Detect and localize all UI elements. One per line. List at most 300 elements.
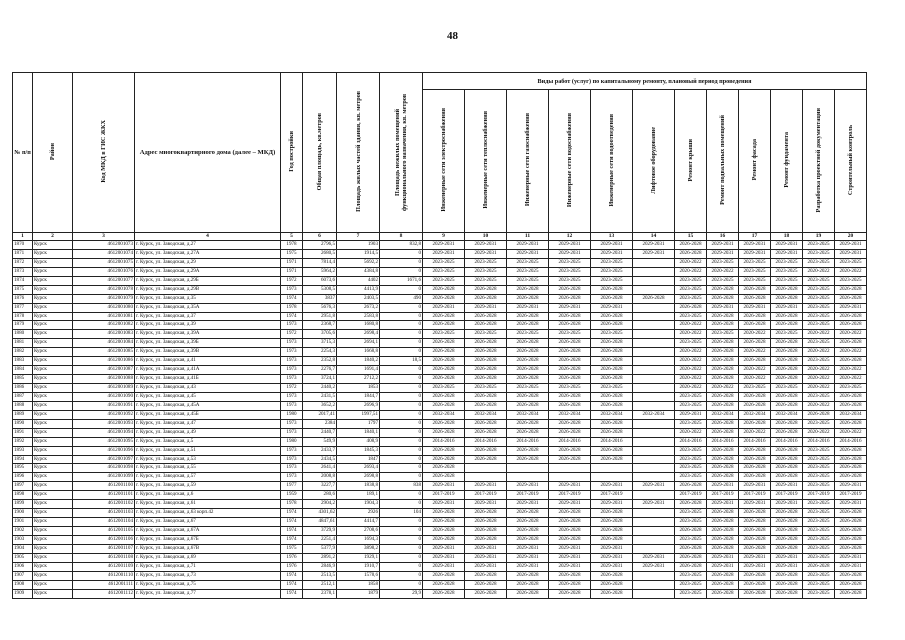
table-cell: 2023-2025 xyxy=(675,419,707,428)
table-cell: 1997,51 xyxy=(337,410,380,419)
table-cell: 2023-2025 xyxy=(675,571,707,580)
table-cell: 2026-2028 xyxy=(771,339,803,348)
table-cell: 5692,2 xyxy=(337,258,380,267)
table-cell: 2026-2028 xyxy=(549,509,591,518)
table-cell: 2026-2028 xyxy=(771,464,803,473)
table-cell: 2029-2031 xyxy=(771,249,803,258)
table-cell: 0 xyxy=(380,366,423,375)
table-cell: 3898,2 xyxy=(337,544,380,553)
table-cell: 1907 xyxy=(13,571,33,580)
table-cell: 2029-2031 xyxy=(423,500,465,509)
table-row xyxy=(13,285,867,294)
table-cell: 2023-2025 xyxy=(549,330,591,339)
table-cell: 2032-2034 xyxy=(423,410,465,419)
table-cell: Курск xyxy=(33,544,73,553)
table-cell: 2026-2028 xyxy=(675,562,707,571)
table-row xyxy=(13,401,867,410)
table-cell: 3705,6 xyxy=(303,330,337,339)
table-cell xyxy=(633,285,675,294)
table-cell: 2023-2025 xyxy=(591,258,633,267)
table-cell: 2026-2028 xyxy=(465,375,507,384)
table-cell: 2026-2028 xyxy=(739,419,771,428)
table-cell: 2023-2025 xyxy=(771,330,803,339)
table-cell xyxy=(633,428,675,437)
table-cell: 4612001111 xyxy=(73,580,135,589)
table-cell: 2023-2025 xyxy=(803,571,835,580)
table-cell: 2026-2028 xyxy=(507,348,549,357)
table-cell: 2029-2031 xyxy=(507,500,549,509)
table-cell: 2026-2028 xyxy=(771,312,803,321)
table-cell: 2026-2028 xyxy=(835,419,867,428)
table-cell: 2023-2025 xyxy=(507,330,549,339)
table-cell: 2026-2028 xyxy=(707,455,739,464)
table-cell: 2029-2031 xyxy=(633,553,675,562)
header-works-group: Виды работ (услуг) по капитальному ремонту, плановый период проведения xyxy=(423,73,867,90)
table-cell: 0 xyxy=(380,491,423,500)
table-cell: 1978 xyxy=(281,241,303,250)
table-cell: 2023-2025 xyxy=(803,419,835,428)
table-cell: 2026-2028 xyxy=(507,446,549,455)
table-cell: 2026-2028 xyxy=(591,348,633,357)
table-cell: 2026-2028 xyxy=(707,571,739,580)
table-cell: 2026-2028 xyxy=(507,580,549,589)
table-cell: 1929,1 xyxy=(337,553,380,562)
table-cell: 2026-2028 xyxy=(423,455,465,464)
table-cell: 2017-2019 xyxy=(771,491,803,500)
table-cell: 2029-2031 xyxy=(591,544,633,553)
table-cell: 2026-2028 xyxy=(707,580,739,589)
table-cell: 1853 xyxy=(337,384,380,393)
column-number: 6 xyxy=(303,233,337,241)
table-cell: 2026-2028 xyxy=(465,571,507,580)
table-cell: 2020-2022 xyxy=(835,375,867,384)
table-cell: 4612001105 xyxy=(73,527,135,536)
table-cell: 2698,4 xyxy=(337,330,380,339)
table-cell: 2029-2031 xyxy=(465,482,507,491)
table-cell: 2026-2028 xyxy=(423,473,465,482)
table-row xyxy=(13,446,867,455)
table-cell: 2026-2028 xyxy=(771,375,803,384)
table-cell: Курск xyxy=(33,571,73,580)
table-cell: 2026-2028 xyxy=(465,446,507,455)
table-cell: 1972 xyxy=(281,330,303,339)
table-cell: 1973 xyxy=(281,348,303,357)
table-cell: 2017-2019 xyxy=(423,491,465,500)
table-cell: 2026-2028 xyxy=(591,571,633,580)
table-cell: 4612001110 xyxy=(73,571,135,580)
table-cell: 2014-2016 xyxy=(707,437,739,446)
table-cell: 2796,5 xyxy=(303,241,337,250)
table-cell: 2026-2028 xyxy=(465,509,507,518)
table-cell: 0 xyxy=(380,419,423,428)
table-cell: 2014-2016 xyxy=(771,437,803,446)
table-cell: 4612001104 xyxy=(73,518,135,527)
table-cell: 3227,7 xyxy=(303,482,337,491)
table-cell: 1889 xyxy=(13,410,33,419)
header-work-10: Ремонт фундамента xyxy=(771,90,803,233)
table-cell: 2029-2031 xyxy=(423,482,465,491)
table-cell: 2026-2028 xyxy=(465,535,507,544)
table-cell: 1896 xyxy=(13,473,33,482)
table-cell: 1797 xyxy=(337,419,380,428)
table-cell: Курск xyxy=(33,527,73,536)
table-cell: 2023-2025 xyxy=(707,276,739,285)
table-cell: Курск xyxy=(33,330,73,339)
table-cell: 1959 xyxy=(281,491,303,500)
table-cell: 2384 xyxy=(303,419,337,428)
table-cell: 2026-2028 xyxy=(675,544,707,553)
table-cell: 2026-2028 xyxy=(707,339,739,348)
table-cell: 2023-2025 xyxy=(675,312,707,321)
table-cell: 2023-2025 xyxy=(507,384,549,393)
table-cell: 2020-2022 xyxy=(835,267,867,276)
table-cell: 2029-2031 xyxy=(835,249,867,258)
table-cell xyxy=(465,464,507,473)
table-cell: 1974 xyxy=(281,535,303,544)
table-cell: 4612001083 xyxy=(73,330,135,339)
table-cell: 1973 xyxy=(281,357,303,366)
table-cell: 1973 xyxy=(281,339,303,348)
column-number: 20 xyxy=(835,233,867,241)
table-cell: 2029-2031 xyxy=(507,544,549,553)
table-cell: 2026-2028 xyxy=(739,312,771,321)
table-cell: 3724,1 xyxy=(303,375,337,384)
table-row xyxy=(13,455,867,464)
table-cell: 2029-2031 xyxy=(591,241,633,250)
table-cell: 2029-2031 xyxy=(549,553,591,562)
table-cell: 2026-2028 xyxy=(739,294,771,303)
table-cell: 2904,2 xyxy=(303,500,337,509)
header-year: Год постройки xyxy=(281,73,303,233)
table-cell: 4612001091 xyxy=(73,401,135,410)
table-row xyxy=(13,258,867,267)
table-cell: 2026-2028 xyxy=(507,312,549,321)
table-cell: г. Курск, ул. Заводская, д.67Б xyxy=(135,535,281,544)
table-cell: 2431,5 xyxy=(303,392,337,401)
table-cell: 2026-2028 xyxy=(739,580,771,589)
table-cell: Курск xyxy=(33,241,73,250)
table-cell: 2026-2028 xyxy=(507,375,549,384)
table-cell: 2513,5 xyxy=(303,571,337,580)
table-cell: 1871 xyxy=(13,249,33,258)
table-cell: 2032-2034 xyxy=(707,410,739,419)
table-cell: 2026-2028 xyxy=(465,285,507,294)
table-cell: 1910,7 xyxy=(337,562,380,571)
header-work-6: Лифтовое оборудование xyxy=(633,90,675,233)
table-cell: 2026-2028 xyxy=(707,544,739,553)
table-cell: 2023-2025 xyxy=(803,544,835,553)
table-cell: 4612001102 xyxy=(73,500,135,509)
table-cell: 2029-2031 xyxy=(507,303,549,312)
table-cell: Курск xyxy=(33,562,73,571)
table-cell: 2026-2028 xyxy=(835,544,867,553)
table-row xyxy=(13,580,867,589)
table-cell: 1971 xyxy=(281,267,303,276)
table-cell: 2020-2022 xyxy=(803,375,835,384)
table-cell: 4612001094 xyxy=(73,428,135,437)
table-cell: 2014-2016 xyxy=(507,437,549,446)
table-cell: г. Курск, ул. Заводская, д.45А xyxy=(135,401,281,410)
table-row xyxy=(13,321,867,330)
table-cell: 2023-2025 xyxy=(803,276,835,285)
table-cell: г. Курск, ул. Заводская, д.69 xyxy=(135,553,281,562)
table-cell: 2023-2025 xyxy=(803,321,835,330)
table-cell: 1980 xyxy=(281,410,303,419)
header-work-7: Ремонт крыши xyxy=(675,90,707,233)
table-cell: 2026-2028 xyxy=(675,249,707,258)
table-cell: 2026-2028 xyxy=(707,375,739,384)
table-cell: 1879 xyxy=(337,589,380,598)
table-cell: г. Курск, ул. Заводская, д.29Б xyxy=(135,276,281,285)
table-cell: 2026-2028 xyxy=(507,518,549,527)
table-cell: 2029-2031 xyxy=(549,482,591,491)
table-cell: 2026-2028 xyxy=(771,589,803,598)
table-cell: 1973 xyxy=(281,428,303,437)
table-cell: 2023-2025 xyxy=(803,258,835,267)
table-cell: 2014-2016 xyxy=(835,437,867,446)
table-cell: 1974 xyxy=(281,312,303,321)
table-cell: 0 xyxy=(380,384,423,393)
table-cell: 2023-2025 xyxy=(675,285,707,294)
table-cell: 2020-2022 xyxy=(835,428,867,437)
table-cell: 2023-2025 xyxy=(835,258,867,267)
table-cell: 2026-2028 xyxy=(423,509,465,518)
table-cell: Курск xyxy=(33,455,73,464)
header-work-8: Ремонт подвальных помещений xyxy=(707,90,739,233)
table-cell: 1878 xyxy=(13,312,33,321)
table-cell: 2026-2028 xyxy=(707,446,739,455)
table-cell: 2029-2031 xyxy=(549,544,591,553)
table-cell: 2023-2025 xyxy=(675,464,707,473)
table-cell: 2014-2016 xyxy=(675,437,707,446)
table-cell: 4612001088 xyxy=(73,375,135,384)
table-row xyxy=(13,357,867,366)
table-cell: 2029-2031 xyxy=(633,241,675,250)
table-cell: 1976 xyxy=(281,553,303,562)
table-cell: г. Курск, ул. Заводская, д.35А xyxy=(135,303,281,312)
table-row xyxy=(13,589,867,598)
table-cell: Курск xyxy=(33,312,73,321)
column-number: 1 xyxy=(13,233,33,241)
table-cell: 2352,8 xyxy=(303,357,337,366)
table-cell: 4612001074 xyxy=(73,249,135,258)
header-work-4: Инженерные сети водоснабжения xyxy=(549,90,591,233)
table-cell: 1974 xyxy=(281,580,303,589)
table-cell: 2023-2025 xyxy=(591,276,633,285)
table-cell: 490 xyxy=(380,294,423,303)
table-cell: 2026-2028 xyxy=(835,580,867,589)
table-cell: 1973 xyxy=(281,285,303,294)
table-cell: 2023-2025 xyxy=(803,455,835,464)
table-cell xyxy=(633,446,675,455)
table-cell: 2026-2028 xyxy=(423,375,465,384)
table-cell: 2023-2025 xyxy=(675,580,707,589)
table-cell: 1897 xyxy=(13,482,33,491)
table-cell: 2026-2028 xyxy=(707,357,739,366)
table-row xyxy=(13,249,867,258)
table-cell: 2026-2028 xyxy=(771,527,803,536)
table-cell: 2014-2016 xyxy=(549,437,591,446)
table-cell: 1847 xyxy=(337,455,380,464)
table-cell: 2029-2031 xyxy=(739,249,771,258)
table-cell: 1891 xyxy=(13,428,33,437)
table-cell: Курск xyxy=(33,482,73,491)
table-cell: 2026-2028 xyxy=(835,464,867,473)
table-cell: 2023-2025 xyxy=(465,384,507,393)
table-cell: 1974 xyxy=(281,509,303,518)
table-cell: 1914,5 xyxy=(337,249,380,258)
table-cell: 0 xyxy=(380,348,423,357)
table-cell: 2026-2028 xyxy=(423,339,465,348)
table-cell: 0 xyxy=(380,455,423,464)
table-cell: 0 xyxy=(380,544,423,553)
table-cell: 2026-2028 xyxy=(507,339,549,348)
table-cell xyxy=(633,518,675,527)
table-cell: 2020-2022 xyxy=(835,366,867,375)
table-cell: 1905 xyxy=(13,553,33,562)
table-cell: 0 xyxy=(380,401,423,410)
table-cell: 2026-2028 xyxy=(423,312,465,321)
table-cell: 2026-2028 xyxy=(465,321,507,330)
table-cell: 2641,4 xyxy=(303,464,337,473)
table-cell: 2026-2028 xyxy=(591,401,633,410)
table-cell: 2029-2031 xyxy=(507,482,549,491)
table-row xyxy=(13,312,867,321)
table-cell: 1973 xyxy=(281,473,303,482)
table-cell: 280,6 xyxy=(303,491,337,500)
table-cell: 2020-2022 xyxy=(675,366,707,375)
table-cell: г. Курск, ул. Заводская, д.75 xyxy=(135,580,281,589)
table-cell: Курск xyxy=(33,401,73,410)
table-cell: Курск xyxy=(33,491,73,500)
table-cell: 2026-2028 xyxy=(465,392,507,401)
table-cell: 2029-2031 xyxy=(423,241,465,250)
table-cell: 1668,8 xyxy=(337,348,380,357)
table-cell: 2020-2022 xyxy=(675,357,707,366)
table-cell: 2026-2028 xyxy=(835,446,867,455)
table-cell xyxy=(633,392,675,401)
table-cell: 2026-2028 xyxy=(465,357,507,366)
table-cell: 2680,5 xyxy=(303,249,337,258)
table-cell: Курск xyxy=(33,589,73,598)
table-row xyxy=(13,518,867,527)
table-cell: 2026-2028 xyxy=(771,366,803,375)
table-row xyxy=(13,419,867,428)
table-cell: 2026-2028 xyxy=(507,509,549,518)
table-cell: 2014-2016 xyxy=(423,437,465,446)
table-cell: 1884 xyxy=(13,366,33,375)
table-cell: 2026-2028 xyxy=(423,580,465,589)
table-cell: 1858 xyxy=(337,580,380,589)
table-cell: 2026-2028 xyxy=(507,428,549,437)
table-row xyxy=(13,303,867,312)
table-cell: 2023-2025 xyxy=(423,384,465,393)
table-cell: 1909 xyxy=(13,589,33,598)
table-cell: 0 xyxy=(380,437,423,446)
table-cell: 29,9 xyxy=(380,589,423,598)
table-cell: 4612001101 xyxy=(73,491,135,500)
table-cell: 2026-2028 xyxy=(675,241,707,250)
table-cell: 2026-2028 xyxy=(465,580,507,589)
table-cell: 2029-2031 xyxy=(423,553,465,562)
table-cell xyxy=(507,464,549,473)
table-cell: 2023-2025 xyxy=(675,455,707,464)
table-cell: 2026-2028 xyxy=(549,294,591,303)
table-cell: 2023-2025 xyxy=(739,276,771,285)
table-cell: 2029-2031 xyxy=(739,303,771,312)
table-cell: 3652,2 xyxy=(303,401,337,410)
table-cell: 2026-2028 xyxy=(549,357,591,366)
table-cell: 2029-2031 xyxy=(423,544,465,553)
table-cell: 2017-2019 xyxy=(707,491,739,500)
table-cell: 2023-2025 xyxy=(803,446,835,455)
table-cell: 2020-2022 xyxy=(803,384,835,393)
table-cell: 2020-2022 xyxy=(707,384,739,393)
table-cell: 0 xyxy=(380,339,423,348)
table-cell: 5377,9 xyxy=(303,544,337,553)
table-cell: 2026-2028 xyxy=(507,455,549,464)
table-cell: 2020-2022 xyxy=(739,375,771,384)
table-cell: 2026-2028 xyxy=(423,589,465,598)
table-cell: 549,9 xyxy=(303,437,337,446)
column-number: 14 xyxy=(633,233,675,241)
table-cell: 2026-2028 xyxy=(591,518,633,527)
table-cell: 2020-2022 xyxy=(803,401,835,410)
table-cell: г. Курск, ул. Заводская, д.27А xyxy=(135,249,281,258)
table-cell: 2029-2031 xyxy=(835,553,867,562)
table-cell: 4612001109 xyxy=(73,562,135,571)
table-cell: 2026-2028 xyxy=(507,571,549,580)
table-cell: 2026-2028 xyxy=(423,419,465,428)
table-cell: 2026-2028 xyxy=(771,446,803,455)
header-living-area: Площадь жилых частей здания, кв. метров xyxy=(337,73,380,233)
column-number: 4 xyxy=(135,233,281,241)
table-cell: 4612001076 xyxy=(73,267,135,276)
table-cell: 1874 xyxy=(13,276,33,285)
table-cell: 2276,7 xyxy=(303,366,337,375)
table-cell: Курск xyxy=(33,392,73,401)
table-cell xyxy=(633,419,675,428)
table-cell: 2023-2025 xyxy=(423,330,465,339)
table-cell: 2017-2019 xyxy=(465,491,507,500)
table-cell: 2026-2028 xyxy=(675,500,707,509)
page-number: 48 xyxy=(447,30,458,42)
table-cell: г. Курск, ул. Заводская, д.37 xyxy=(135,312,281,321)
table-cell: Курск xyxy=(33,339,73,348)
table-cell: 2026-2028 xyxy=(423,285,465,294)
table-cell: 2026-2028 xyxy=(507,357,549,366)
table-cell: 5308,5 xyxy=(303,285,337,294)
table-cell xyxy=(591,464,633,473)
header-code: Код МКД в ГИС ЖКХ xyxy=(73,73,135,233)
table-cell: 2434,5 xyxy=(303,455,337,464)
table-cell: 2026-2028 xyxy=(739,339,771,348)
table-cell: 2020-2022 xyxy=(739,428,771,437)
table-cell xyxy=(633,375,675,384)
table-cell: 2029-2031 xyxy=(633,562,675,571)
table-cell: 2023-2025 xyxy=(549,276,591,285)
header-work-9: Ремонт фасада xyxy=(739,90,771,233)
table-cell: 2026-2028 xyxy=(465,401,507,410)
table-cell: 2029-2031 xyxy=(835,500,867,509)
table-cell: 2023-2025 xyxy=(803,249,835,258)
table-cell: 2026-2028 xyxy=(423,357,465,366)
table-cell: 2017-2019 xyxy=(507,491,549,500)
table-cell: 2368,7 xyxy=(303,321,337,330)
table-cell: 2032-2034 xyxy=(633,410,675,419)
table-cell: 2023-2025 xyxy=(803,285,835,294)
table-cell: 2026-2028 xyxy=(835,294,867,303)
